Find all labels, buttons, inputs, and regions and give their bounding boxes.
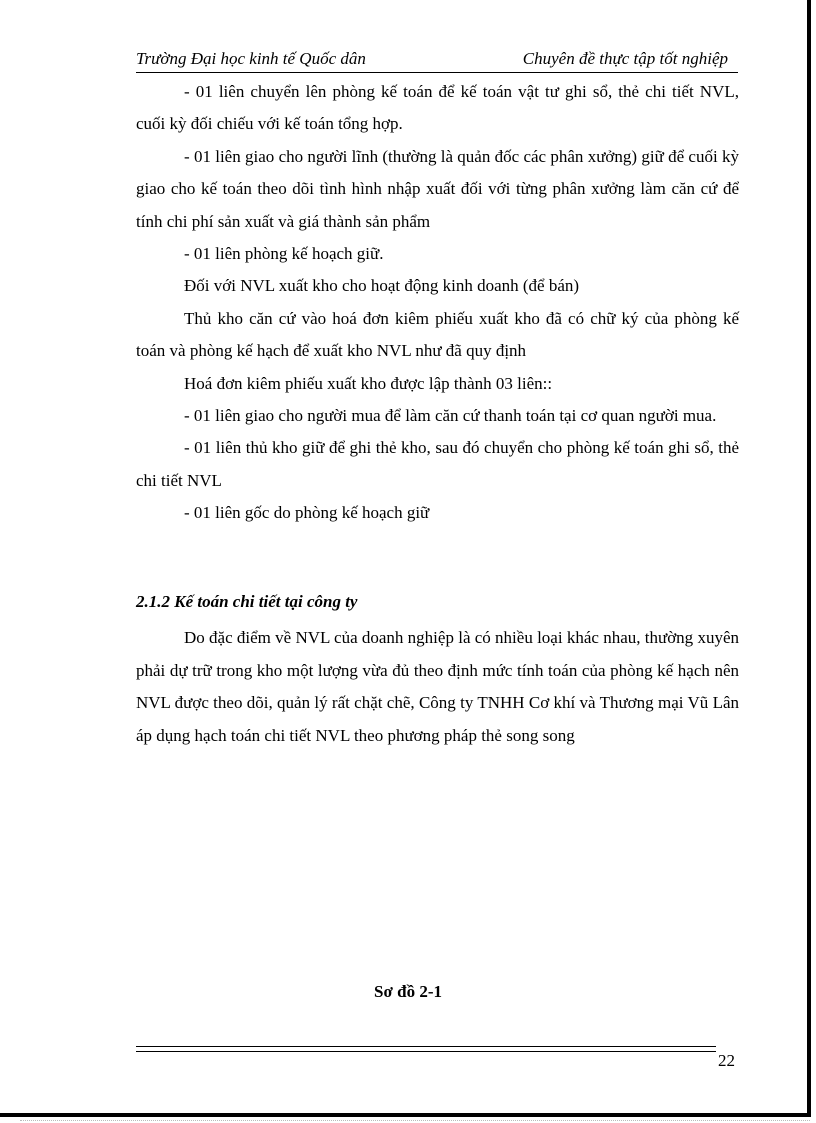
paragraph: - 01 liên chuyển lên phòng kế toán để kế toán vật tư ghi sổ, thẻ chi tiết NVL, cuối kỳ đối chiếu với kế toán tổng hợp.: [136, 82, 739, 134]
paragraph: Hoá đơn kiêm phiếu xuất kho được lập thành 03 liên::: [184, 373, 553, 393]
paragraph: - 01 liên phòng kế hoạch giữ.: [184, 244, 384, 264]
paragraph: - 01 liên gốc do phòng kế hoạch giữ: [184, 503, 430, 523]
paragraph: - 01 liên giao cho người mua để làm căn cứ thanh toán tại cơ quan người mua.: [184, 406, 717, 426]
header-report-title: Chuyên đề thực tập tốt nghiệp: [522, 49, 728, 68]
page-number: 22: [718, 1051, 735, 1070]
footer-divider: [136, 1046, 716, 1052]
paragraph: Thủ kho căn cứ vào hoá đơn kiêm phiếu xuất kho đã có chữ ký của phòng kế toán và phòng kế hạch để xuất kho NVL như đã quy định: [136, 308, 739, 361]
section-heading: 2.1.2 Kế toán chi tiết tại công ty: [136, 592, 358, 611]
paragraph: - 01 liên thủ kho giữ để ghi thẻ kho, sau đó chuyển cho phòng kế toán ghi sổ, thẻ chi tiết NVL: [136, 438, 739, 490]
page-header: [136, 46, 738, 73]
paragraph: Đối với NVL xuất kho cho hoạt động kinh doanh (để bán): [184, 276, 580, 296]
diagram-caption: Sơ đồ 2-1: [374, 982, 442, 1001]
paragraph: Do đặc điểm về NVL của doanh nghiệp là có nhiều loại khác nhau, thường xuyên phải dự trữ trong kho một lượng vừa đủ theo định mức tính toán của phòng kế hạch nên NVL được theo dõi, quản lý rất chặt chẽ, Công ty TNHH Cơ khí và Thương mại Vũ Lân áp dụng hạch toán chi tiết NVL theo phương pháp thẻ song song: [136, 628, 739, 745]
page-bottom-edge: [20, 1120, 810, 1121]
section-body: [136, 622, 739, 752]
body-text: [136, 76, 739, 530]
paragraph: - 01 liên giao cho người lĩnh (thường là quản đốc các phân xưởng) giữ để cuối kỳ giao cho kế toán theo dõi tình hình nhập xuất đối với từng phân xưởng làm căn cứ để tính chi phí sản xuất và giá thành sản phẩm: [136, 146, 739, 231]
header-university: Trường Đại học kinh tế Quốc dân: [136, 49, 366, 68]
